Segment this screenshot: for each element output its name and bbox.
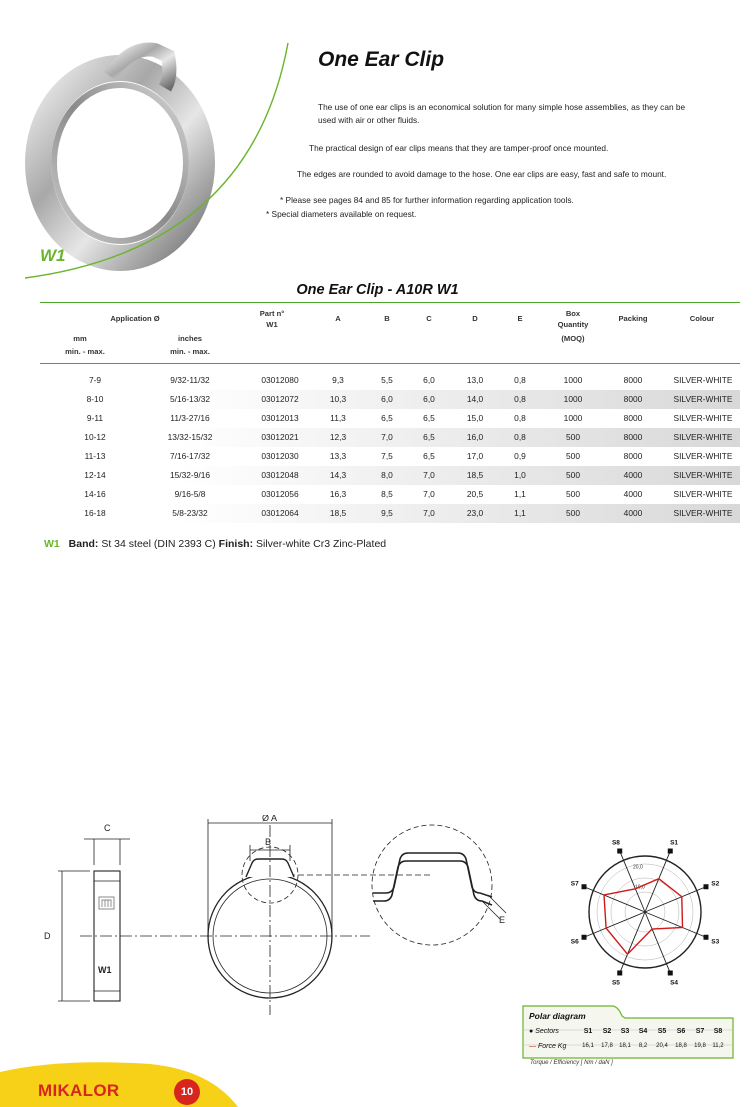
cell-colour: SILVER-WHITE — [673, 489, 733, 499]
intro-line-4: The edges are rounded to avoid damage to the hose. One ear clips are easy, fast and safe to mount. — [297, 169, 667, 179]
band-label: Band: — [68, 538, 99, 550]
legend-force-row — [522, 1041, 734, 1055]
cell-part: 03012030 — [261, 451, 299, 461]
intro-line-3: The practical design of ear clips means that they are tamper-proof once mounted. — [309, 143, 609, 153]
header-part-no-variant: W1 — [266, 320, 278, 329]
legend-sectors-label: ● Sectors — [529, 1028, 559, 1035]
cell-c: 6,5 — [423, 413, 435, 423]
header-packing: Packing — [618, 314, 648, 323]
cell-part: 03012048 — [261, 470, 299, 480]
legend-sector: S8 — [713, 1028, 723, 1035]
cell-colour: SILVER-WHITE — [673, 413, 733, 423]
cell-inches: 9/32-11/32 — [170, 375, 210, 385]
table-row — [40, 504, 740, 523]
table-row — [40, 409, 740, 428]
cell-c: 6,5 — [423, 451, 435, 461]
polar-sector-marker — [582, 884, 587, 889]
finish-value: Silver-white Cr3 Zinc-Plated — [256, 538, 387, 550]
cell-e: 1,0 — [514, 470, 526, 480]
cell-d: 13,0 — [466, 375, 484, 385]
polar-sector-marker — [617, 970, 622, 975]
cell-part: 03012021 — [261, 432, 299, 442]
cell-colour: SILVER-WHITE — [673, 451, 733, 461]
cell-a: 9,3 — [332, 375, 344, 385]
cell-e: 1,1 — [514, 489, 526, 499]
polar-sector-label: S2 — [711, 880, 720, 888]
variant-tag: W1 — [40, 246, 66, 265]
cell-part: 03012056 — [261, 489, 299, 499]
cell-packing: 4000 — [623, 508, 643, 518]
cell-c: 7,0 — [423, 489, 435, 499]
cell-packing: 8000 — [623, 432, 643, 442]
legend-series-label: — Force Kg — [529, 1043, 567, 1050]
cell-a: 13,3 — [329, 451, 347, 461]
cell-mm: 7-9 — [88, 375, 102, 385]
cell-mm: 9-11 — [86, 413, 104, 423]
cell-c: 6,0 — [423, 394, 435, 404]
cell-a: 18,5 — [329, 508, 347, 518]
cell-box: 500 — [566, 432, 580, 442]
cell-b: 6,0 — [381, 394, 393, 404]
header-part-no: Part n° — [259, 309, 285, 318]
cell-packing: 8000 — [623, 394, 643, 404]
polar-ring-label: 20,0 — [633, 864, 643, 871]
dimension-c-label: C — [104, 823, 111, 833]
cell-b: 6,5 — [381, 413, 393, 423]
cell-c: 6,0 — [423, 375, 435, 385]
band-marking-label: W1 — [98, 965, 112, 975]
header-inches-range: min. - max. — [170, 347, 210, 356]
cell-mm: 8-10 — [86, 394, 104, 404]
cell-inches: 11/3-27/16 — [170, 413, 210, 423]
cell-colour: SILVER-WHITE — [673, 375, 733, 385]
cell-packing: 8000 — [623, 413, 643, 423]
polar-sector-label: S6 — [570, 938, 579, 946]
dimension-a-label: Ø A — [262, 815, 278, 823]
table-row — [40, 371, 740, 390]
cell-box: 500 — [566, 489, 580, 499]
footer-band — [0, 1058, 240, 1107]
cell-d: 18,5 — [466, 470, 484, 480]
header-c: C — [426, 314, 432, 323]
cell-e: 0,8 — [514, 413, 526, 423]
cell-a: 10,3 — [329, 394, 347, 404]
header-a: A — [335, 314, 341, 323]
cell-b: 8,5 — [381, 489, 393, 499]
header-d: D — [472, 314, 478, 323]
legend-sector: S7 — [695, 1028, 705, 1035]
legend-sector: S1 — [583, 1028, 593, 1035]
detail-circle — [372, 825, 492, 945]
ear-clip-photo — [20, 28, 300, 283]
polar-sector-marker — [703, 884, 708, 889]
cell-b: 7,0 — [381, 432, 393, 442]
cell-e: 0,8 — [514, 432, 526, 442]
polar-sector-label: S4 — [670, 979, 679, 987]
legend-value: 18,1 — [619, 1043, 631, 1049]
cell-colour: SILVER-WHITE — [673, 470, 733, 480]
intro-line-2: used with air or other fluids. — [318, 115, 420, 125]
cell-d: 20,5 — [466, 489, 484, 499]
intro-line-1: The use of one ear clips is an economical solution for many simple hose assemblies, as they can be — [318, 102, 686, 112]
legend-sector: S4 — [638, 1028, 648, 1035]
table-row — [40, 466, 740, 485]
cell-colour: SILVER-WHITE — [673, 394, 733, 404]
cell-e: 0,8 — [514, 394, 526, 404]
cell-d: 17,0 — [466, 451, 484, 461]
cell-d: 16,0 — [466, 432, 484, 442]
legend-sector: S5 — [657, 1028, 667, 1035]
cell-mm: 16-18 — [84, 508, 106, 518]
polar-note: Torque / Efficiency [ Nm / daN ] — [530, 1060, 613, 1066]
table-row — [40, 485, 740, 504]
header-box-moq: (MOQ) — [561, 334, 585, 343]
cell-mm: 12-14 — [84, 470, 106, 480]
legend-value: 8,2 — [638, 1043, 648, 1049]
cell-box: 1000 — [563, 394, 583, 404]
legend-title: Polar diagram — [529, 1011, 586, 1021]
cell-inches: 5/8-23/32 — [172, 508, 208, 518]
cell-a: 11,3 — [330, 413, 346, 423]
cell-mm: 10-12 — [84, 432, 106, 442]
finish-label: Finish: — [218, 538, 254, 550]
dimension-d-label: D — [44, 931, 51, 941]
cell-inches: 9/16-5/8 — [174, 489, 206, 499]
cell-a: 14,3 — [329, 470, 347, 480]
polar-ring-label: 10,0 — [635, 884, 645, 891]
legend-value: 11,2 — [712, 1043, 724, 1049]
cell-box: 1000 — [563, 413, 583, 423]
band-value: St 34 steel (DIN 2393 C) — [101, 538, 216, 550]
dimension-b-label: B — [265, 837, 272, 847]
cell-colour: SILVER-WHITE — [673, 432, 733, 442]
page-number: 10 — [174, 1079, 200, 1105]
material-spec — [44, 538, 386, 550]
polar-sector-marker — [703, 935, 708, 940]
cell-c: 7,0 — [423, 508, 435, 518]
cell-box: 1000 — [563, 375, 583, 385]
table-row — [40, 390, 740, 409]
table-divider — [40, 302, 740, 303]
cell-e: 0,9 — [514, 451, 526, 461]
cell-a: 12,3 — [329, 432, 347, 442]
polar-diagram — [550, 815, 740, 995]
cell-box: 500 — [566, 470, 580, 480]
intro-note-1: * Please see pages 84 and 85 for further information regarding application tools. — [280, 195, 574, 205]
legend-value: 19,8 — [694, 1043, 706, 1049]
cell-box: 500 — [566, 508, 580, 518]
header-box: Box — [565, 309, 581, 318]
cell-mm: 11-13 — [84, 451, 106, 461]
header-box-quantity: Quantity — [557, 320, 589, 329]
polar-sector-marker — [668, 849, 673, 854]
polar-sector-marker — [617, 849, 622, 854]
polar-sector-label: S3 — [711, 938, 720, 946]
header-e: E — [517, 314, 523, 323]
polar-sector-label: S8 — [611, 839, 620, 847]
header-b: B — [384, 314, 390, 323]
polar-sector-marker — [582, 935, 587, 940]
cell-part: 03012013 — [261, 413, 299, 423]
legend-sector: S3 — [620, 1028, 630, 1035]
cell-packing: 8000 — [623, 451, 643, 461]
polar-sector-label: S7 — [570, 880, 579, 888]
header-colour: Colour — [689, 314, 715, 323]
legend-value: 16,1 — [582, 1043, 594, 1049]
table-body — [40, 371, 740, 523]
intro-note-2: * Special diameters available on request. — [266, 209, 417, 219]
legend-sector: S6 — [676, 1028, 686, 1035]
cell-e: 0,8 — [514, 375, 526, 385]
material-variant-tag: W1 — [44, 538, 60, 550]
cell-d: 15,0 — [466, 413, 484, 423]
cell-colour: SILVER-WHITE — [673, 508, 733, 518]
technical-drawing — [40, 815, 520, 1015]
cell-b: 9,5 — [381, 508, 393, 518]
cell-packing: 8000 — [623, 375, 643, 385]
page-title: One Ear Clip — [318, 48, 445, 71]
table-divider — [40, 363, 740, 364]
cell-packing: 4000 — [623, 470, 643, 480]
cell-b: 7,5 — [381, 451, 393, 461]
table-row — [40, 428, 740, 447]
table-row — [40, 447, 740, 466]
brand-logo: MIKALOR — [38, 1081, 120, 1100]
legend-value: 17,8 — [601, 1043, 613, 1049]
legend-value: 20,4 — [656, 1043, 668, 1049]
cell-inches: 15/32-9/16 — [169, 470, 211, 480]
polar-sector-label: S1 — [670, 839, 679, 847]
header-inches: inches — [177, 334, 203, 343]
legend-value: 18,8 — [675, 1043, 687, 1049]
cell-part: 03012072 — [261, 394, 299, 404]
header-mm: mm — [73, 334, 87, 343]
legend-sectors-row — [522, 1026, 734, 1040]
header-mm-range: min. - max. — [65, 347, 105, 356]
cell-c: 7,0 — [423, 470, 435, 480]
legend-sector: S2 — [602, 1028, 612, 1035]
cell-b: 8,0 — [381, 470, 393, 480]
cell-d: 23,0 — [466, 508, 484, 518]
polar-sector-marker — [668, 970, 673, 975]
dimension-e-label: E — [499, 915, 506, 925]
cell-inches: 5/16-13/32 — [169, 394, 211, 404]
header-application: Application Ø — [110, 314, 160, 323]
cell-a: 16,3 — [329, 489, 347, 499]
polar-sector-label: S5 — [611, 979, 620, 987]
cell-b: 5,5 — [381, 375, 393, 385]
cell-part: 03012080 — [261, 375, 299, 385]
polar-legend — [522, 1004, 734, 1059]
cell-e: 1,1 — [514, 508, 526, 518]
cell-mm: 14-16 — [84, 489, 106, 499]
cell-part: 03012064 — [261, 508, 299, 518]
cell-box: 500 — [566, 451, 580, 461]
table-title: One Ear Clip - A10R W1 — [296, 282, 459, 298]
cell-inches: 7/16-17/32 — [169, 451, 211, 461]
cell-d: 14,0 — [466, 394, 484, 404]
cell-packing: 4000 — [623, 489, 643, 499]
cell-c: 6,5 — [423, 432, 435, 442]
cell-inches: 13/32-15/32 — [167, 432, 213, 442]
